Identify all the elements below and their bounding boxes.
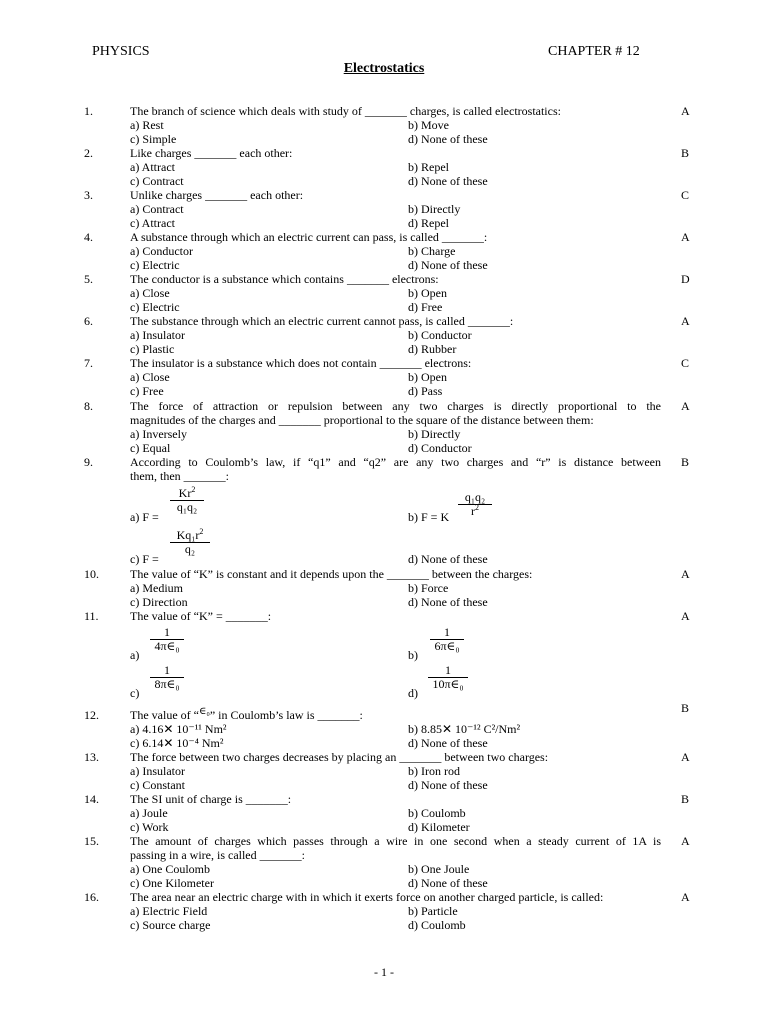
option-d: d) None of these	[408, 876, 488, 890]
numerator: 1	[150, 664, 184, 678]
denominator: 10π∈₀	[432, 677, 464, 691]
option-d: d) Repel	[408, 216, 449, 230]
denominator: q₁q₂	[176, 500, 198, 514]
option-c: c) Equal	[130, 441, 171, 455]
option-b-fraction	[430, 626, 464, 653]
answer-key: A	[681, 890, 690, 904]
option-b: b) Directly	[408, 427, 461, 441]
denominator: $r^2$	[471, 503, 479, 518]
option-b-label: b)	[408, 648, 418, 662]
question-text-line-2: magnitudes of the charges and _______ proportional to the square of the distance between them:	[130, 413, 594, 427]
option-c: c) Plastic	[130, 342, 175, 356]
question-number: 15.	[84, 834, 99, 848]
question-text-line-1: The force of attraction or repulsion between any two charges is directly proportional to the	[130, 399, 661, 413]
option-a: a) Close	[130, 286, 170, 300]
option-a: a) Insulator	[130, 328, 185, 342]
option-a-fraction	[170, 487, 204, 514]
answer-key: A	[681, 750, 690, 764]
option-d: d) None of these	[408, 258, 488, 272]
option-d-fraction	[428, 664, 468, 691]
question-text: The substance through which an electric current cannot pass, is called _______:	[130, 314, 514, 328]
answer-key: A	[681, 104, 690, 118]
option-c: c) Work	[130, 820, 169, 834]
page-number: - 1 -	[374, 965, 394, 979]
question-number: 7.	[84, 356, 93, 370]
option-b: b) Open	[408, 286, 447, 300]
option-c-fraction	[150, 664, 184, 691]
option-c: c) Source charge	[130, 918, 211, 932]
option-b: b) Force	[408, 581, 449, 595]
option-b: b) Coulomb	[408, 806, 466, 820]
denominator: 6π∈₀	[434, 639, 460, 653]
option-b: b) Repel	[408, 160, 449, 174]
question-number: 6.	[84, 314, 93, 328]
option-d-label: d)	[408, 686, 418, 700]
option-b: b) Open	[408, 370, 447, 384]
question-text: Unlike charges _______ each other:	[130, 188, 304, 202]
option-c-label: c) F =	[130, 552, 159, 566]
option-b: b) Iron rod	[408, 764, 460, 778]
option-d: d) None of these	[408, 174, 488, 188]
question-text-line-1: The amount of charges which passes through a wire in one second when a steady current of 1A is	[130, 834, 661, 848]
option-d: d) Pass	[408, 384, 443, 398]
answer-key: B	[681, 146, 690, 160]
option-b-label: b) F = K	[408, 510, 450, 524]
question-text: The force between two charges decreases by placing an _______ between two charges:	[130, 750, 549, 764]
answer-key: A	[681, 230, 690, 244]
option-a: a) Joule	[130, 806, 168, 820]
option-a: a) Close	[130, 370, 170, 384]
option-a: a) Conductor	[130, 244, 193, 258]
answer-key: A	[681, 399, 690, 413]
option-d: d) Conductor	[408, 441, 472, 455]
question-number: 2.	[84, 146, 93, 160]
numerator: Kr$^2$	[170, 487, 204, 501]
question-text: The insulator is a substance which does not contain _______ electrons:	[130, 356, 472, 370]
question-number: 10.	[84, 567, 99, 581]
option-a: a) Insulator	[130, 764, 185, 778]
subject-header: PHYSICS	[92, 44, 150, 59]
numerator: 1	[430, 626, 464, 640]
option-c: c) Simple	[130, 132, 177, 146]
option-d: d) Free	[408, 300, 443, 314]
question-number: 13.	[84, 750, 99, 764]
option-d: d) None of these	[408, 736, 488, 750]
option-d: d) Rubber	[408, 342, 457, 356]
denominator: 4π∈₀	[154, 639, 180, 653]
question-text: A substance through which an electric current can pass, is called _______:	[130, 230, 488, 244]
option-d: d) Kilometer	[408, 820, 470, 834]
question-text: The conductor is a substance which contains _______ electrons:	[130, 272, 439, 286]
numerator: 1	[428, 664, 468, 678]
option-b: b) Directly	[408, 202, 461, 216]
question-number: 14.	[84, 792, 99, 806]
question-number: 1.	[84, 104, 93, 118]
answer-key: A	[681, 609, 690, 623]
option-c: c) Contract	[130, 174, 184, 188]
option-c: c) Attract	[130, 216, 175, 230]
option-a: a) Contract	[130, 202, 184, 216]
option-a: a) Electric Field	[130, 904, 208, 918]
option-d: d) None of these	[408, 132, 488, 146]
question-number: 8.	[84, 399, 93, 413]
option-b: b) Charge	[408, 244, 456, 258]
option-d: d) None of these	[408, 552, 488, 566]
answer-key: C	[681, 356, 690, 370]
question-number: 5.	[84, 272, 93, 286]
question-text: The area near an electric charge with in which it exerts force on another charged particle, is called:	[130, 890, 604, 904]
option-d: d) None of these	[408, 595, 488, 609]
question-text-line-2: passing in a wire, is called _______:	[130, 848, 305, 862]
option-a: a) 4.16✕ 10⁻¹¹ Nm²	[130, 722, 227, 736]
option-c-label: c)	[130, 686, 140, 700]
question-number: 4.	[84, 230, 93, 244]
option-a-fraction	[150, 626, 184, 653]
option-d: d) Coulomb	[408, 918, 466, 932]
question-text: The SI unit of charge is _______:	[130, 792, 292, 806]
option-a-label: a) F =	[130, 510, 159, 524]
denominator: 8π∈₀	[154, 677, 180, 691]
option-c: c) 6.14✕ 10⁻⁴ Nm²	[130, 736, 224, 750]
answer-key: C	[681, 188, 690, 202]
option-a: a) Medium	[130, 581, 183, 595]
chapter-header: CHAPTER # 12	[548, 44, 640, 59]
question-text: The value of “K” is constant and it depends upon the _______ between the charges:	[130, 567, 533, 581]
option-b: b) Move	[408, 118, 449, 132]
option-c: c) Free	[130, 384, 164, 398]
numerator: q₁q₂	[458, 491, 492, 505]
question-text: The branch of science which deals with study of _______ charges, is called electrostatics:	[130, 104, 561, 118]
question-number: 9.	[84, 455, 93, 469]
answer-key: B	[681, 455, 690, 469]
answer-key: D	[681, 272, 690, 286]
option-b: b) Conductor	[408, 328, 472, 342]
option-a: a) Inversely	[130, 427, 187, 441]
question-text: The value of “$^{\in_0}$” in Coulomb’s law is _______:	[130, 706, 363, 722]
option-c: c) One Kilometer	[130, 876, 214, 890]
option-b: b) Particle	[408, 904, 458, 918]
question-number: 11.	[84, 609, 99, 623]
question-text-line-2: them, then _______:	[130, 469, 229, 483]
numerator: $Kq_1r^2$	[170, 529, 210, 543]
question-text: Like charges _______ each other:	[130, 146, 293, 160]
option-b: b) 8.85✕ 10⁻¹² C²/Nm²	[408, 722, 521, 736]
answer-key: B	[681, 792, 690, 806]
denominator: q₂	[184, 542, 196, 556]
question-text-line-1: According to Coulomb’s law, if “q1” and “q2” are any two charges and “r” is distance between	[130, 455, 661, 469]
question-number: 3.	[84, 188, 93, 202]
numerator: 1	[150, 626, 184, 640]
question-number: 16.	[84, 890, 99, 904]
option-a: a) One Coulomb	[130, 862, 210, 876]
option-b-fraction	[458, 491, 492, 518]
question-number: 12.	[84, 708, 99, 722]
option-c: c) Direction	[130, 595, 188, 609]
answer-key: A	[681, 314, 690, 328]
option-b: b) One Joule	[408, 862, 470, 876]
option-a: a) Rest	[130, 118, 164, 132]
option-a-label: a)	[130, 648, 140, 662]
answer-key: A	[681, 567, 690, 581]
answer-key: A	[681, 834, 690, 848]
option-c-fraction	[170, 529, 210, 556]
option-c: c) Electric	[130, 300, 180, 314]
question-text: The value of “K” = _______:	[130, 609, 272, 623]
option-d: d) None of these	[408, 778, 488, 792]
option-c: c) Electric	[130, 258, 180, 272]
option-a: a) Attract	[130, 160, 175, 174]
option-c: c) Constant	[130, 778, 185, 792]
page-title: Electrostatics	[343, 61, 425, 76]
answer-key: B	[681, 701, 690, 715]
